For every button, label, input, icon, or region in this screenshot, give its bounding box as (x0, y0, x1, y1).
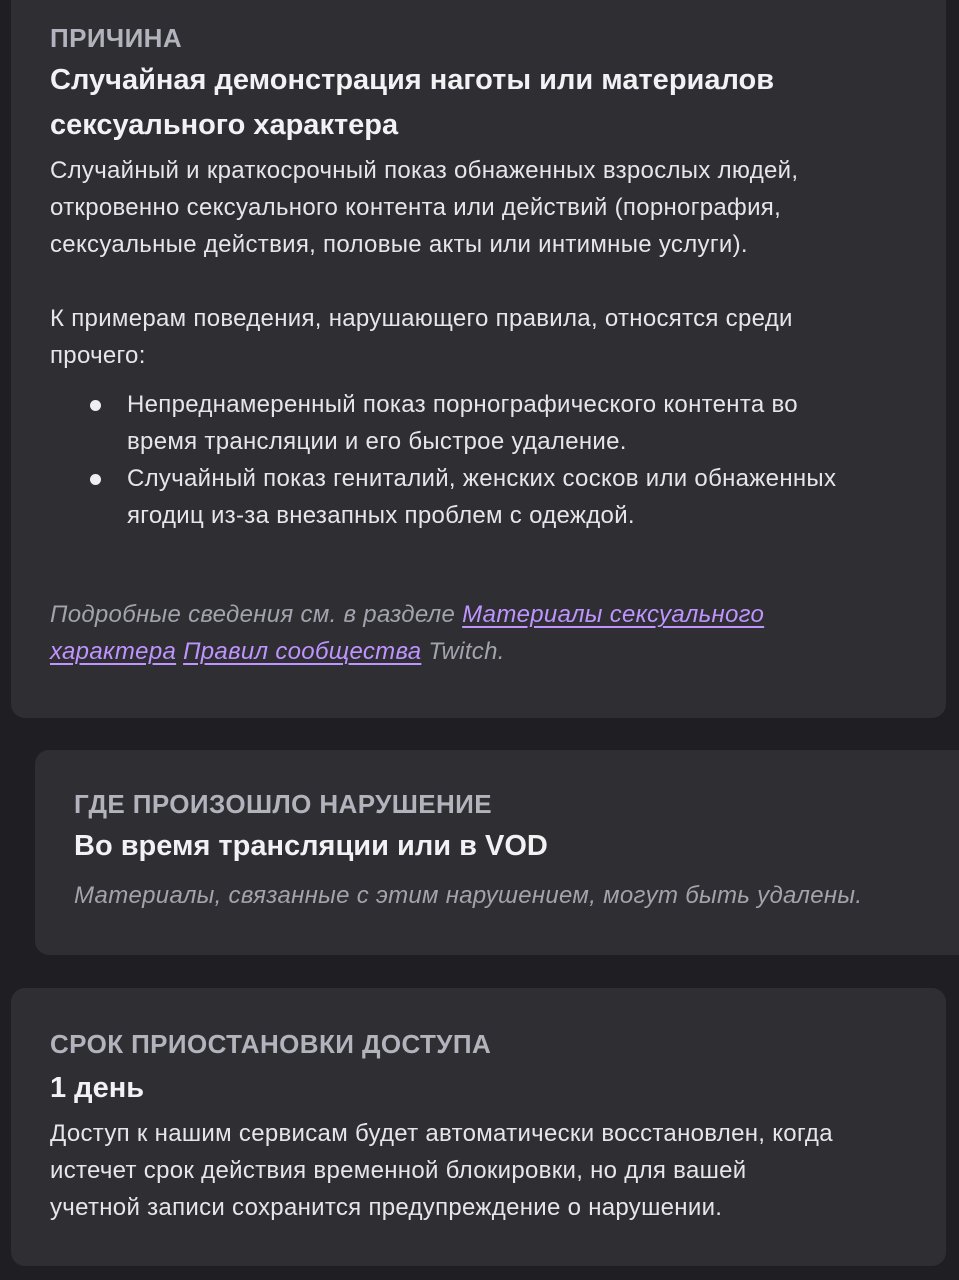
examples-intro-line: К примерам поведения, нарушающего правила, относятся среди (50, 305, 793, 332)
duration-description-line: истечет срок действия временной блокировки, но для вашей (50, 1157, 747, 1184)
duration-description-line: учетной записи сохранится предупреждение о нарушении. (50, 1194, 723, 1221)
footnote-line (50, 596, 908, 633)
list-item (127, 460, 908, 534)
duration-title: 1 день (50, 1072, 145, 1104)
footnote-prefix: Подробные сведения см. в разделе (50, 601, 463, 628)
reason-title-line: Случайная демонстрация наготы или материалов (50, 64, 775, 96)
reason-description-line: сексуальные действия, половые акты или интимные услуги). (50, 231, 748, 258)
list-item (127, 386, 908, 460)
suspension-duration-card (11, 988, 946, 1266)
sexual-content-link[interactable]: Материалы сексуального (462, 601, 765, 628)
reason-description-line: откровенно сексуального контента или действий (порнография, (50, 194, 782, 221)
reason-label: ПРИЧИНА (50, 23, 183, 53)
sexual-content-link-continued[interactable]: характера (50, 638, 177, 665)
duration-description-line: Доступ к нашим сервисам будет автоматически восстановлен, когда (50, 1120, 833, 1147)
list-item-line: Непреднамеренный показ порнографического контента во (127, 391, 798, 418)
duration-label: СРОК ПРИОСТАНОВКИ ДОСТУПА (50, 1029, 492, 1059)
footnote-suffix: Twitch. (421, 638, 505, 665)
community-guidelines-link[interactable]: Правил сообщества (183, 638, 422, 665)
examples-list (50, 386, 908, 534)
where-title: Во время трансляции или в VOD (74, 830, 548, 862)
details-footnote (50, 596, 908, 670)
bullet-icon (90, 400, 101, 411)
examples-intro-line: прочего: (50, 342, 146, 369)
where-label: ГДЕ ПРОИЗОШЛО НАРУШЕНИЕ (74, 789, 492, 819)
list-item-line: время трансляции и его быстрое удаление. (127, 428, 627, 455)
bullet-icon (90, 474, 101, 485)
list-item-line: ягодиц из-за внезапных проблем с одеждой. (127, 502, 635, 529)
reason-description-line: Случайный и краткосрочный показ обнаженных взрослых людей, (50, 157, 799, 184)
examples-intro (50, 300, 908, 374)
violation-reason-card (11, 0, 946, 718)
reason-description (50, 152, 908, 263)
violation-location-card (35, 750, 959, 955)
paragraph-gap (50, 263, 908, 300)
reason-title-line: сексуального характера (50, 109, 399, 141)
reason-title (50, 58, 908, 148)
list-item-line: Случайный показ гениталий, женских сосков или обнаженных (127, 465, 837, 492)
duration-description (50, 1115, 908, 1226)
footnote-line (50, 633, 908, 670)
where-note: Материалы, связанные с этим нарушением, могут быть удалены. (74, 882, 863, 909)
